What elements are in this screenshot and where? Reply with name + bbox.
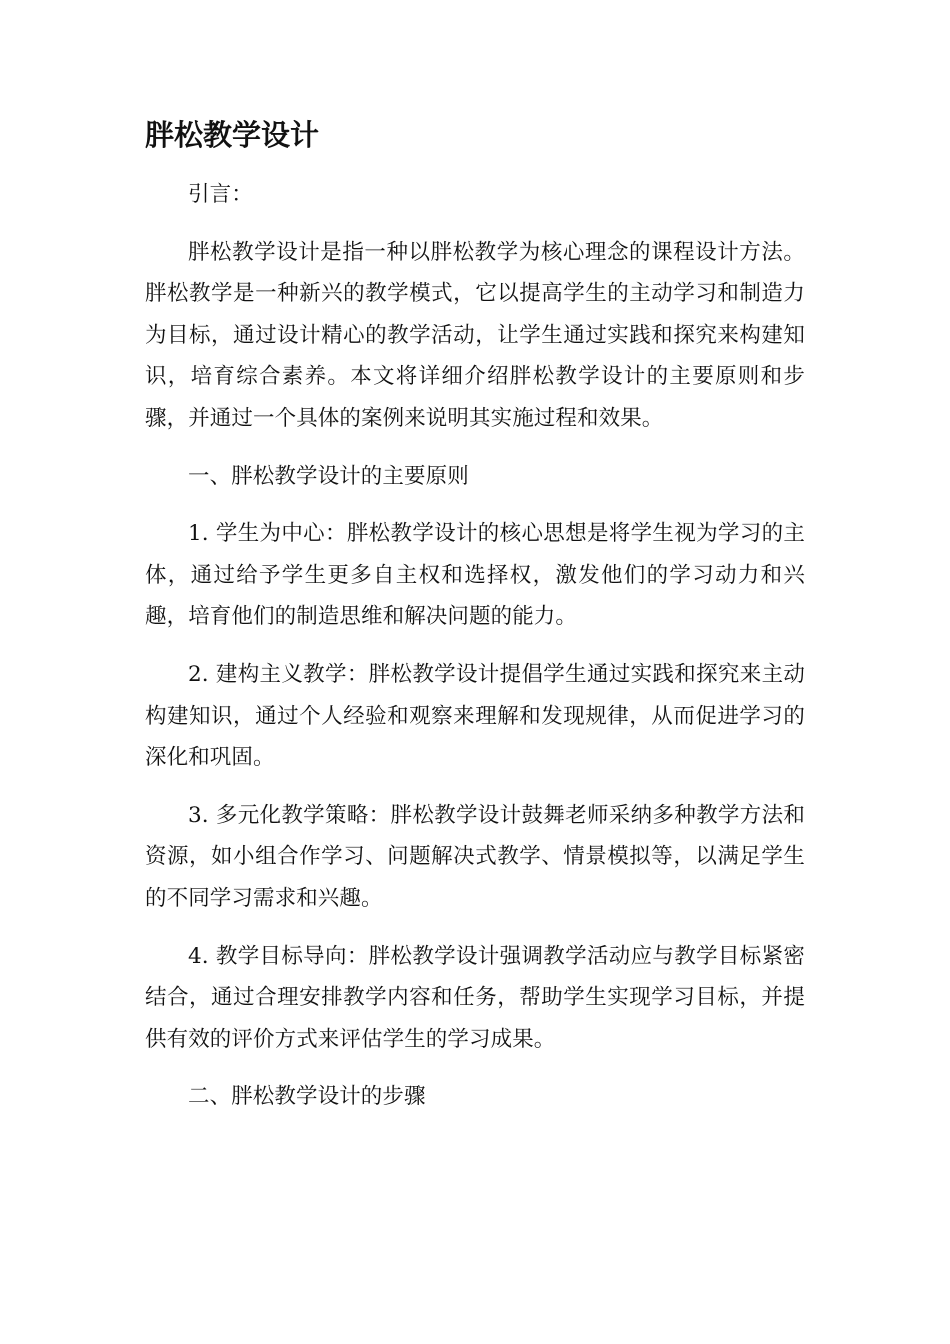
intro-paragraph: 胖松教学设计是指一种以胖松教学为核心理念的课程设计方法。胖松教学是一种新兴的教学模式，它以提高学生的主动学习和制造力为目标，通过设计精心的教学活动，让学生通过实践和探究来构建知识，培育综合素养。本文将详细介绍胖松教学设计的主要原则和步骤，并通过一个具体的案例来说明其实施过程和效果。 [145,239,805,431]
intro-label: 引言： [188,182,253,207]
principle-item-1: 1. 学生为中心：胖松教学设计的核心思想是将学生视为学习的主体，通过给予学生更多自主权和选择权，激发他们的学习动力和兴趣，培育他们的制造思维和解决问题的能力。 [145,521,805,630]
principle-item-2: 2. 建构主义教学：胖松教学设计提倡学生通过实践和探究来主动构建知识，通过个人经验和观察来理解和发现规律，从而促进学习的深化和巩固。 [145,661,805,771]
document-body [145,112,805,1134]
document-title: 胖松教学设计 [145,118,320,152]
section-heading-principles: 一、胖松教学设计的主要原则 [188,463,469,489]
principle-item-3: 3. 多元化教学策略：胖松教学设计鼓舞老师采纳多种教学方法和资源，如小组合作学习、问题解决式教学、情景模拟等，以满足学生的不同学习需求和兴趣。 [145,802,805,911]
section-heading-steps: 二、胖松教学设计的步骤 [188,1084,426,1110]
principle-item-4: 4. 教学目标导向：胖松教学设计强调教学活动应与教学目标紧密结合，通过合理安排教学内容和任务，帮助学生实现学习目标，并提供有效的评价方式来评估学生的学习成果。 [145,943,805,1052]
